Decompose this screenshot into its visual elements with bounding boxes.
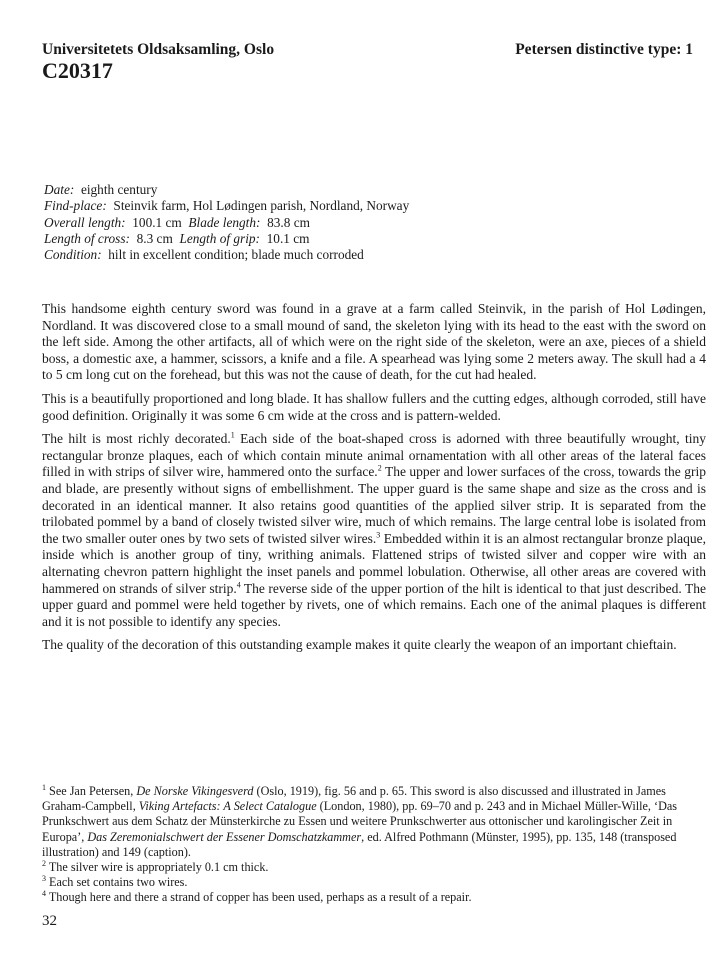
institution-name: Universitetets Oldsaksamling, Oslo: [42, 41, 275, 58]
meta-cross-grip: [44, 231, 409, 247]
footnote-3: [42, 875, 706, 890]
meta-label: Find-place:: [44, 198, 107, 214]
text-run: The reverse side of the upper portion of the hilt is identical to that just described. The upper guard and pommel were held together by rivets, one of which remains. Each one of the animal plaques is different and it is not possible to identify any species.: [42, 580, 706, 629]
paragraph-blade: This is a beautifully proportioned and long blade. It has shallow fullers and the cutting edges, although corroded, still have good definition. Originally it was some 6 cm wide at the cross and is pattern-welded.: [42, 390, 706, 423]
meta-lengths: [44, 215, 409, 231]
footnote-number: 1: [42, 782, 46, 792]
footnote-2: [42, 860, 706, 875]
footnote-ref[interactable]: 3: [376, 530, 381, 540]
text-run: Each side of the boat-shaped cross is adorned with three beautifully wrought, tiny rectangular bronze plaques, each of which contain minute animal ornamentation with all other areas of the lateral faces filled in with strips of silver wire, hammered onto the surface.: [42, 431, 707, 480]
footnote-ref[interactable]: 4: [236, 580, 241, 589]
meta-condition: [44, 247, 409, 263]
paragraph-hilt: [42, 431, 706, 630]
text-run: The hilt is most richly decorated.: [42, 431, 231, 447]
footnote-4: [42, 890, 706, 905]
meta-label: Length of cross:: [44, 230, 130, 246]
meta-label: Length of grip:: [179, 230, 260, 246]
citation-title: Viking Artefacts: A Select Catalogue: [138, 799, 317, 814]
text-run: (London, 1980), pp. 69–70 and p. 243 and in Michael Müller-Wille, ‘Das Prunkschwert aus dem Schatz der Münsterkirche zu Essen und weitere Prunkschwerter aus ottonischer und karolingischer Zeit in Europa’,: [42, 799, 678, 844]
footnote-ref[interactable]: 2: [377, 463, 382, 473]
text-run: See Jan Petersen,: [46, 784, 137, 798]
meta-date: [44, 182, 409, 198]
meta-value: eighth century: [80, 182, 158, 197]
text-run: The upper and lower surfaces of the cross, towards the grip and blade, are presently without signs of embellishment. The upper guard is the same shape and size as the cross and is decorated in an identical manner. It also retains good quantities of the applied silver strip. It is separated from the trilobated pommel by a band of closely twisted silver wire, much of which remains. The large central lobe is isolated from the two smaller outer ones by two sets of twisted silver wires.: [42, 464, 706, 546]
text-run: Each set contains two wires.: [46, 875, 188, 890]
text-run: The silver wire is appropriately 0.1 cm thick.: [46, 860, 269, 875]
meta-value: hilt in excellent condition; blade much corroded: [108, 247, 364, 263]
meta-value: 10.1 cm: [266, 230, 310, 246]
body-text: [42, 301, 706, 661]
petersen-type-label: Petersen distinctive type: 1: [515, 41, 693, 58]
footnote-number: 4: [42, 889, 46, 899]
footnote-number: 3: [42, 874, 46, 884]
text-run: Though here and there a strand of copper has been used, perhaps as a result of a repair.: [46, 890, 472, 905]
meta-label: Overall length:: [44, 214, 126, 230]
meta-label: Blade length:: [188, 214, 261, 230]
catalog-number: C20317: [42, 58, 113, 83]
meta-label: Condition:: [44, 247, 102, 263]
meta-value: 100.1 cm: [132, 214, 182, 230]
paragraph-conclusion: The quality of the decoration of this outstanding example makes it quite clearly the weapon of an important chieftain.: [42, 637, 677, 653]
citation-title: Das Zeremonialschwert der Essener Domschatzkammer: [87, 829, 362, 844]
text-run: , ed. Alfred Pothmann (Münster, 1995), pp. 135, 148 (transposed illustration) and 149 (caption).: [42, 829, 677, 859]
footnote-number: 2: [42, 858, 46, 868]
citation-title: De Norske Vikingesverd: [136, 784, 254, 798]
paragraph-discovery: This handsome eighth century sword was found in a grave at a farm called Steinvik, in the parish of Hol Lødingen, Nordland. It was discovered close to a small mound of sand, the skeleton lying with its head to the east with the sword on the left side. Among the other artifacts, all of which were on the right side of the skeleton, were an axe, pieces of a shield boss, a domestic axe, a hammer, scissors, a knife and a file. A spearhead was lying some 2 meters away. The skull had a 4 to 5 cm long cut on the forehead, but this was not the cause of death, for the cut had healed.: [42, 301, 706, 383]
page-number: 32: [42, 913, 57, 929]
meta-find-place: [44, 198, 409, 214]
meta-label: Date:: [44, 182, 75, 197]
metadata-block: [44, 182, 409, 263]
footnote-1: [42, 784, 706, 860]
text-run: Embedded within it is an almost rectangular bronze plaque, inside which is another group of tiny, writhing animals. Flattened strips of twisted silver and copper wire with an alternating chevron pattern highlight the inset panels and pommel lobulation. Otherwise, all other areas are covered with hammered on strands of silver strip.: [42, 530, 706, 596]
meta-value: 83.8 cm: [267, 214, 310, 230]
footnote-ref[interactable]: 1: [230, 430, 235, 440]
footnotes: [42, 784, 706, 906]
meta-value: Steinvik farm, Hol Lødingen parish, Nordland, Norway: [113, 198, 410, 214]
meta-value: 8.3 cm: [136, 230, 173, 246]
text-run: (Oslo, 1919), fig. 56 and p. 65. This sword is also discussed and illustrated in James Graham-Campbell,: [42, 784, 666, 814]
header-left: [42, 41, 274, 83]
